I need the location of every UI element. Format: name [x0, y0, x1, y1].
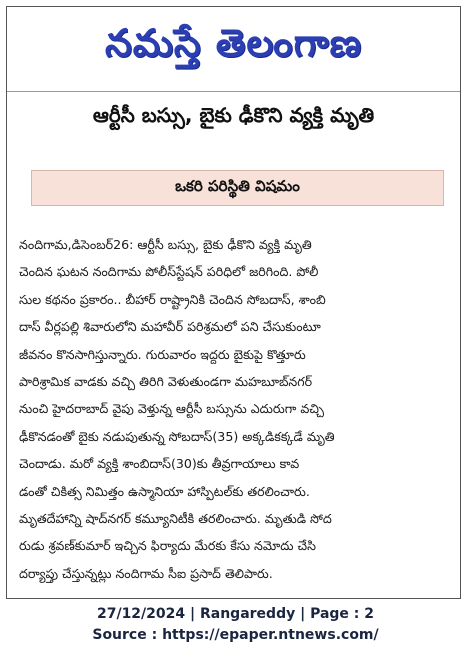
- article-subheadline: ఒకరి పరిస్థితి విషమం: [175, 177, 300, 195]
- article-body-line: ఢీకొనడంతో బైకు నడుపుతున్న సోబదాస్(35) అక్కడికక్కడే మృతి: [19, 428, 335, 444]
- newspaper-clipping: [6, 6, 461, 599]
- article-body-line: చెందిన ఘటన నందిగామ పోలీస్‌స్టేషన్ పరిధిలో జరిగింది. పోలీ: [19, 264, 319, 280]
- article-body-line: నుంచి హైదరాబాద్ వైపు వెళ్తున్న ఆర్టీసీ బస్సును ఎదురుగా వచ్చి: [19, 401, 324, 417]
- article-body-line: నందిగామ,డిసెంబర్26: ఆర్టీసీ బస్సు, బైకు ఢీకొని వ్యక్తి మృతి: [19, 237, 312, 252]
- article-body-line: జీవనం కొనసాగిస్తున్నారు. గురువారం ఇద్దరు బైకుపై కొత్తూరు: [19, 346, 306, 362]
- article-body-line: సుల కథనం ప్రకారం.. బీహార్ రాష్ట్రానికి చెందిన సోబదాస్, శాంబి: [19, 291, 326, 307]
- article-subheadline-box: [31, 170, 444, 206]
- article-body-line: దర్యాప్తు చేస్తున్నట్లు నందిగామ సీఐ ప్రసాద్ తెలిపారు.: [19, 565, 273, 581]
- article-body-line: పారిశ్రామిక వాడకు వచ్చి తిరిగి వెళుతుండగా మహబూబ్‌నగర్: [19, 373, 313, 389]
- article-body-line: దాస్ వీర్లపల్లి శివారులోని మహావీర్ పరిశ్రమలో పని చేసుకుంటూ: [19, 319, 321, 335]
- footer-date-line: 27/12/2024 | Rangareddy | Page : 2: [96, 606, 375, 622]
- newspaper-masthead: నమస్తే తెలంగాణ: [105, 21, 362, 65]
- article-body-line: మృతదేహాన్ని షాద్‌నగర్ కమ్యూనిటీకి తరలించారు. మృతుడి సోద: [19, 510, 332, 526]
- article-headline: ఆర్టీసీ బస్సు, బైకు ఢీకొని వ్యక్తి మృతి: [92, 103, 375, 127]
- article-body: [19, 231, 451, 587]
- article-body-line: చెందాడు. మరో వ్యక్తి శాంబిదాస్(30)కు తీవ్రగాయాలు కావ: [19, 456, 300, 472]
- masthead-divider: [7, 91, 460, 92]
- footer-source-line: Source : https://epaper.ntnews.com/: [92, 627, 379, 643]
- article-body-line: రుడు శ్రవణ్‌కుమార్ ఇచ్చిన ఫిర్యాదు మేరకు కేసు నమోదు చేసి: [19, 538, 316, 554]
- article-body-line: డంతో చికిత్స నిమిత్తం ఉస్మానియా హాస్పిటల్‌కు తరలించారు.: [19, 483, 310, 499]
